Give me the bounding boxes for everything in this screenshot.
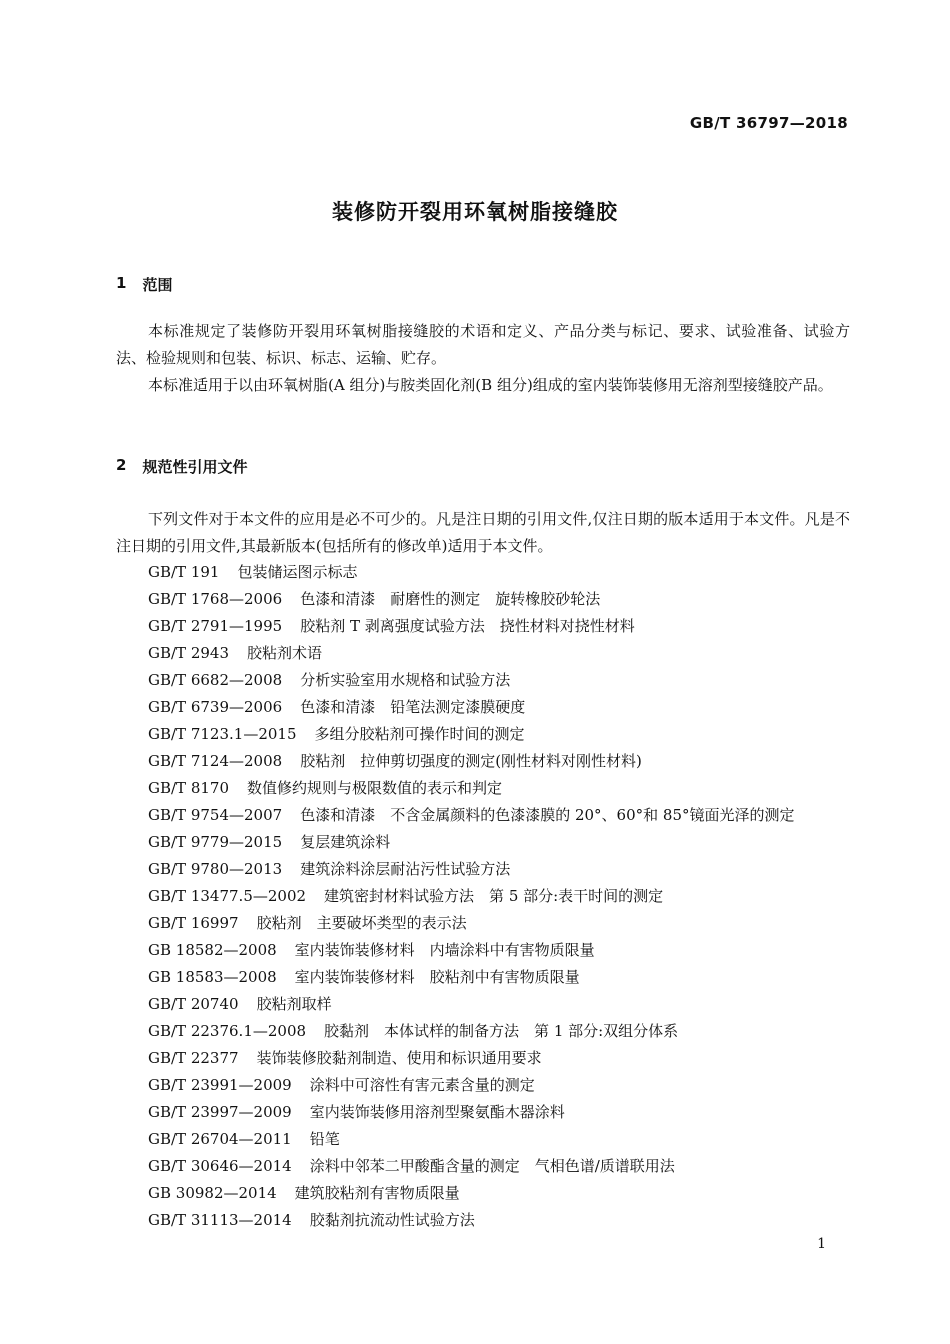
reference-code: GB/T 22377 bbox=[148, 1049, 239, 1067]
reference-item bbox=[148, 559, 795, 586]
reference-code: GB/T 23997—2009 bbox=[148, 1103, 292, 1121]
standard-code: GB/T 36797—2018 bbox=[689, 114, 848, 132]
reference-item bbox=[148, 1126, 795, 1153]
reference-item bbox=[148, 721, 795, 748]
reference-title: 胶黏剂 本体试样的制备方法 第 1 部分:双组分体系 bbox=[324, 1022, 679, 1040]
reference-item bbox=[148, 829, 795, 856]
reference-code: GB/T 22376.1—2008 bbox=[148, 1022, 307, 1040]
reference-code: GB/T 16997 bbox=[148, 914, 239, 932]
section-heading-scope bbox=[116, 274, 172, 295]
reference-code: GB/T 9754—2007 bbox=[148, 806, 283, 824]
reference-item bbox=[148, 1099, 795, 1126]
reference-title: 数值修约规则与极限数值的表示和判定 bbox=[247, 779, 503, 797]
reference-title: 涂料中可溶性有害元素含量的测定 bbox=[309, 1076, 535, 1094]
reference-title: 色漆和清漆 不含金属颜料的色漆漆膜的 20°、60°和 85°镜面光泽的测定 bbox=[300, 806, 795, 824]
reference-title: 建筑涂料涂层耐沾污性试验方法 bbox=[300, 860, 511, 878]
reference-title: 室内装饰装修材料 胶粘剂中有害物质限量 bbox=[294, 968, 580, 986]
reference-item bbox=[148, 964, 795, 991]
reference-title: 胶粘剂 T 剥离强度试验方法 挠性材料对挠性材料 bbox=[300, 617, 635, 635]
reference-title: 室内装饰装修材料 内墙涂料中有害物质限量 bbox=[294, 941, 595, 959]
section-number: 1 bbox=[116, 274, 127, 292]
reference-item bbox=[148, 910, 795, 937]
section-title: 范围 bbox=[142, 276, 173, 294]
reference-code: GB/T 1768—2006 bbox=[148, 590, 283, 608]
references-intro: 下列文件对于本文件的应用是必不可少的。凡是注日期的引用文件,仅注日期的版本适用于本文件。凡是不注日期的引用文件,其最新版本(包括所有的修改单)适用于本文件。 bbox=[116, 510, 850, 555]
reference-code: GB/T 23991—2009 bbox=[148, 1076, 292, 1094]
reference-title: 胶粘剂 主要破坏类型的表示法 bbox=[256, 914, 467, 932]
reference-code: GB/T 9780—2013 bbox=[148, 860, 283, 878]
reference-item bbox=[148, 991, 795, 1018]
reference-title: 多组分胶粘剂可操作时间的测定 bbox=[314, 725, 525, 743]
section-number: 2 bbox=[116, 456, 127, 474]
reference-title: 涂料中邻苯二甲酸酯含量的测定 气相色谱/质谱联用法 bbox=[309, 1157, 675, 1175]
reference-item bbox=[148, 694, 795, 721]
reference-code: GB/T 9779—2015 bbox=[148, 833, 283, 851]
reference-code: GB/T 2791—1995 bbox=[148, 617, 283, 635]
reference-item bbox=[148, 802, 795, 829]
reference-list bbox=[148, 559, 795, 1234]
reference-code: GB/T 30646—2014 bbox=[148, 1157, 292, 1175]
reference-item bbox=[148, 667, 795, 694]
reference-code: GB 18583—2008 bbox=[148, 968, 277, 986]
scope-paragraph-2: 本标准适用于以由环氧树脂(A 组分)与胺类固化剂(B 组分)组成的室内装饰装修用无溶剂型接缝胶产品。 bbox=[148, 376, 833, 394]
reference-title: 胶粘剂取样 bbox=[256, 995, 332, 1013]
reference-item bbox=[148, 883, 795, 910]
reference-item bbox=[148, 775, 795, 802]
reference-code: GB/T 6739—2006 bbox=[148, 698, 283, 716]
reference-title: 色漆和清漆 铅笔法测定漆膜硬度 bbox=[300, 698, 526, 716]
reference-title: 分析实验室用水规格和试验方法 bbox=[300, 671, 511, 689]
reference-title: 室内装饰装修用溶剂型聚氨酯木器涂料 bbox=[309, 1103, 565, 1121]
reference-title: 建筑胶粘剂有害物质限量 bbox=[294, 1184, 460, 1202]
reference-code: GB/T 13477.5—2002 bbox=[148, 887, 307, 905]
reference-code: GB 18582—2008 bbox=[148, 941, 277, 959]
reference-title: 胶粘剂 拉伸剪切强度的测定(刚性材料对刚性材料) bbox=[300, 752, 642, 770]
reference-code: GB/T 7123.1—2015 bbox=[148, 725, 297, 743]
reference-item bbox=[148, 1180, 795, 1207]
reference-code: GB/T 20740 bbox=[148, 995, 239, 1013]
reference-item bbox=[148, 640, 795, 667]
reference-item bbox=[148, 586, 795, 613]
reference-item bbox=[148, 1153, 795, 1180]
reference-item bbox=[148, 1018, 795, 1045]
reference-code: GB/T 2943 bbox=[148, 644, 230, 662]
reference-title: 胶黏剂抗流动性试验方法 bbox=[309, 1211, 475, 1229]
reference-title: 色漆和清漆 耐磨性的测定 旋转橡胶砂轮法 bbox=[300, 590, 601, 608]
reference-title: 胶粘剂术语 bbox=[247, 644, 323, 662]
reference-title: 包装储运图示标志 bbox=[237, 563, 358, 581]
page-number: 1 bbox=[817, 1236, 826, 1252]
reference-code: GB/T 8170 bbox=[148, 779, 230, 797]
document-title: 装修防开裂用环氧树脂接缝胶 bbox=[332, 200, 618, 224]
reference-title: 复层建筑涂料 bbox=[300, 833, 391, 851]
reference-item bbox=[148, 856, 795, 883]
reference-title: 装饰装修胶黏剂制造、使用和标识通用要求 bbox=[256, 1049, 542, 1067]
reference-code: GB/T 31113—2014 bbox=[148, 1211, 292, 1229]
reference-item bbox=[148, 1072, 795, 1099]
reference-item bbox=[148, 613, 795, 640]
section-title: 规范性引用文件 bbox=[142, 458, 248, 476]
reference-title: 铅笔 bbox=[309, 1130, 340, 1148]
reference-item bbox=[148, 1045, 795, 1072]
section-heading-normative-references bbox=[116, 456, 247, 477]
reference-code: GB/T 26704—2011 bbox=[148, 1130, 292, 1148]
reference-title: 建筑密封材料试验方法 第 5 部分:表干时间的测定 bbox=[324, 887, 664, 905]
reference-code: GB/T 6682—2008 bbox=[148, 671, 283, 689]
reference-item bbox=[148, 748, 795, 775]
reference-code: GB 30982—2014 bbox=[148, 1184, 277, 1202]
reference-item bbox=[148, 1207, 795, 1234]
reference-code: GB/T 7124—2008 bbox=[148, 752, 283, 770]
reference-item bbox=[148, 937, 795, 964]
reference-code: GB/T 191 bbox=[148, 563, 220, 581]
scope-paragraph-1: 本标准规定了装修防开裂用环氧树脂接缝胶的术语和定义、产品分类与标记、要求、试验准备、试验方法、检验规则和包装、标识、标志、运输、贮存。 bbox=[116, 322, 850, 367]
